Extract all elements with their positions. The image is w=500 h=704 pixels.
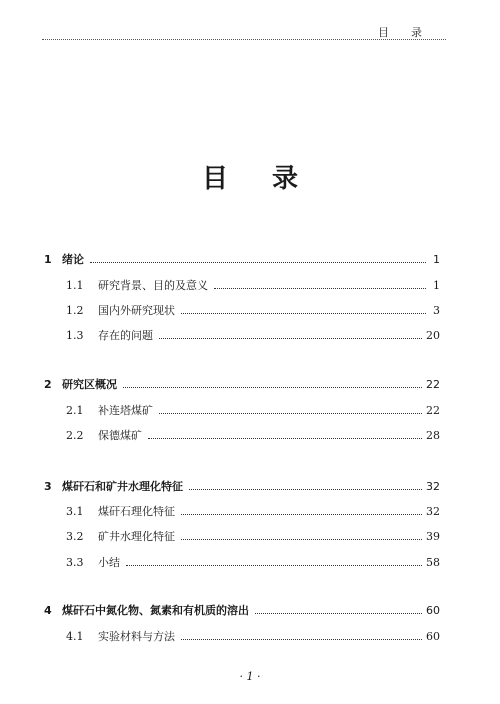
toc-page-number: 28: [426, 429, 440, 442]
toc-page-number: 22: [426, 404, 440, 417]
toc-entry-title: 煤矸石理化特征: [98, 505, 175, 518]
toc-page-number: 39: [426, 530, 440, 543]
toc-entry-section-3-1[interactable]: 3.1 煤矸石理化特征 32: [66, 505, 440, 518]
dot-leader: [159, 337, 422, 339]
toc-page-number: 60: [426, 630, 440, 643]
dot-leader: [181, 538, 422, 540]
toc-entry-title: 绪论: [62, 253, 84, 266]
toc-entry-title: 存在的问题: [98, 329, 153, 342]
toc-entry-section-2-1[interactable]: 2.1 补连塔煤矿 22: [66, 404, 440, 417]
toc-entry-title: 煤矸石中氮化物、氮素和有机质的溶出: [62, 604, 249, 617]
toc-page-number: 1: [433, 279, 440, 292]
dot-leader: [214, 287, 426, 289]
toc-entry-title: 煤矸石和矿井水理化特征: [62, 480, 183, 493]
toc-page-number: 20: [426, 329, 440, 342]
toc-entry-section-1-1[interactable]: 1.1 研究背景、目的及意义 1: [66, 279, 440, 292]
toc-entry-title: 实验材料与方法: [98, 630, 175, 643]
dot-leader: [123, 386, 422, 388]
toc-entry-chapter-1[interactable]: 1 绪论 1: [44, 253, 440, 266]
dot-leader: [181, 312, 426, 314]
dot-leader: [148, 437, 422, 439]
page-title: 目 录: [201, 164, 299, 194]
toc-entry-section-2-2[interactable]: 2.2 保德煤矿 28: [66, 429, 440, 442]
toc-entry-title: 研究区概况: [62, 378, 117, 391]
toc-entry-title: 补连塔煤矿: [98, 404, 153, 417]
page-number-footer: · 1 ·: [239, 670, 261, 683]
toc-entry-section-3-3[interactable]: 3.3 小结 58: [66, 556, 440, 569]
toc-page-number: 22: [426, 378, 440, 391]
running-head-right: 录: [411, 26, 422, 39]
toc-page-number: 60: [426, 604, 440, 617]
toc-entry-chapter-2[interactable]: 2 研究区概况 22: [44, 378, 440, 391]
toc-entry-title: 矿井水理化特征: [98, 530, 175, 543]
header-rule: [42, 39, 446, 40]
toc-page-number: 58: [426, 556, 440, 569]
dot-leader: [90, 261, 426, 263]
dot-leader: [255, 612, 422, 614]
toc-entry-chapter-4[interactable]: 4 煤矸石中氮化物、氮素和有机质的溶出 60: [44, 604, 440, 617]
toc-entry-title: 小结: [98, 556, 120, 569]
toc-page-number: 3: [433, 304, 440, 317]
dot-leader: [181, 638, 422, 640]
toc-entry-section-1-2[interactable]: 1.2 国内外研究现状 3: [66, 304, 440, 317]
dot-leader: [189, 488, 422, 490]
toc-page-number: 1: [433, 253, 440, 266]
running-head-left: 目: [378, 26, 389, 39]
toc-page-number: 32: [426, 505, 440, 518]
dot-leader: [126, 564, 422, 566]
toc-entry-title: 保德煤矿: [98, 429, 142, 442]
toc-entry-section-4-1[interactable]: 4.1 实验材料与方法 60: [66, 630, 440, 643]
toc-entry-title: 国内外研究现状: [98, 304, 175, 317]
toc-entry-section-1-3[interactable]: 1.3 存在的问题 20: [66, 329, 440, 342]
toc-entry-title: 研究背景、目的及意义: [98, 279, 208, 292]
toc-page-number: 32: [426, 480, 440, 493]
dot-leader: [159, 412, 422, 414]
dot-leader: [181, 513, 422, 515]
running-head: [360, 24, 440, 40]
toc-entry-section-3-2[interactable]: 3.2 矿井水理化特征 39: [66, 530, 440, 543]
toc-entry-chapter-3[interactable]: 3 煤矸石和矿井水理化特征 32: [44, 480, 440, 493]
